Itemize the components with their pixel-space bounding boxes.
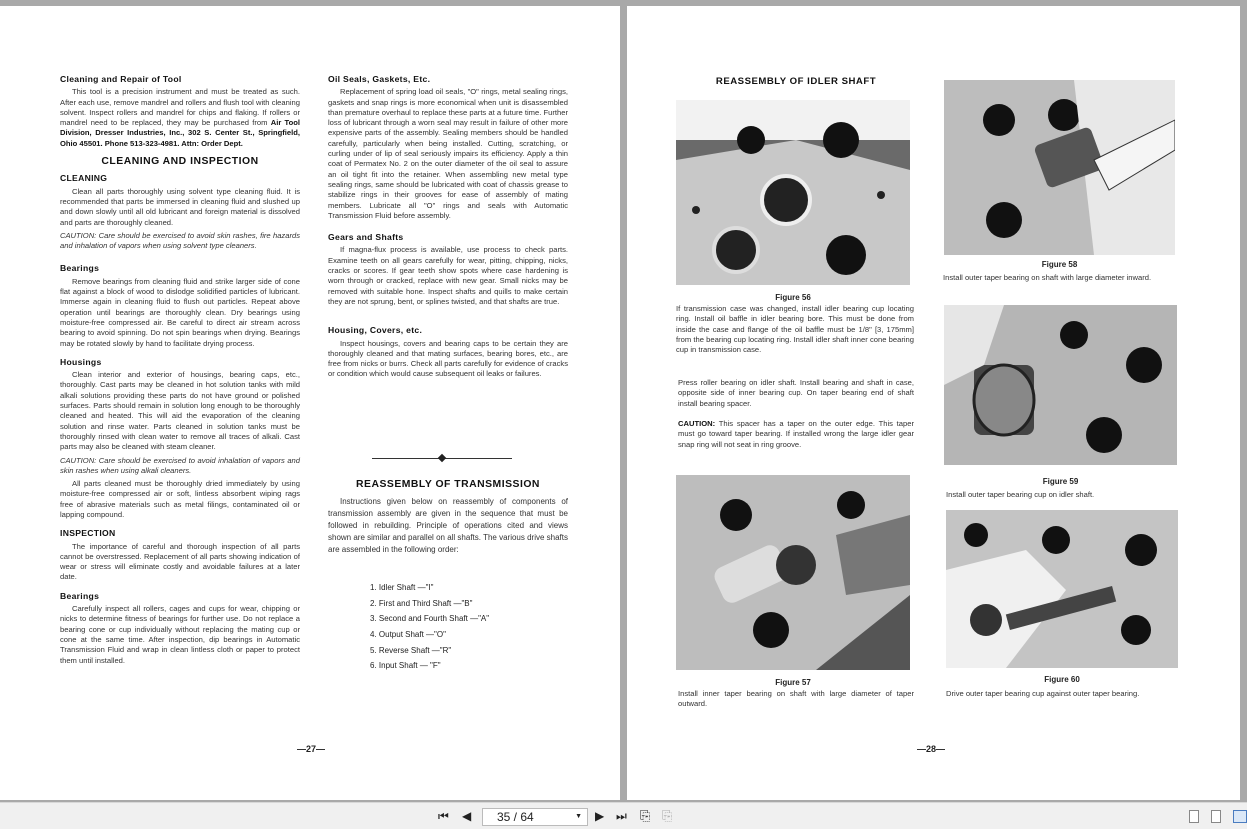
tool-text: This tool is a precision instrument and must be treated as such. After each use, remove mandrel and rollers and flush tool with cleaning solvent. Inspect rollers and mandrel for chips and flaking. If rollers or mandrel need to be replaced, they may be purchased from	[60, 87, 300, 128]
heading-housing-covers: Housing, Covers, etc.	[328, 325, 423, 336]
shaft-order-list	[370, 580, 568, 674]
reassembly-section	[328, 480, 568, 674]
heading-bearings-2: Bearings	[60, 590, 100, 601]
viewer-toolbar	[0, 802, 1247, 829]
figure-59-label: Figure 59	[1042, 477, 1079, 486]
next-page-icon[interactable]: ▶	[595, 809, 605, 823]
rotate-icon[interactable]: ⎘	[640, 808, 651, 823]
previous-page-icon[interactable]: ◀	[462, 809, 472, 823]
reassembly-text: Instructions given below on reassembly of components of transmission assembly are given in the sequence that must be followed in rebuilding. Principle of operations cited and views shown are similar and parallel on all shafts. The various drive shafts are assembled in the following order:	[328, 497, 568, 555]
press-text: Press roller bearing on idler shaft. Install bearing and shaft in case, opposite side of inner bearing cup. On taper bearing end of shaft install bearing spacer.	[678, 378, 914, 408]
tool-paragraph	[60, 87, 300, 149]
housings-caution: CAUTION: Care should be exercised to avoid inhalation of vapors and skin rashes when using alkali cleaners.	[60, 455, 300, 475]
figure-59-photo	[944, 305, 1177, 465]
list-item: 2. First and Third Shaft —"B"	[370, 598, 473, 608]
caution-text	[678, 419, 914, 450]
reassembly-title: REASSEMBLY OF TRANSMISSION	[356, 479, 540, 490]
page-number: —27—	[297, 744, 326, 754]
list-item: 5. Reverse Shaft —"R"	[370, 645, 452, 655]
bearings-text: Remove bearings from cleaning fluid and strike larger side of cone flat against a block of wood to dislodge solidified particles of lubricant. Immerse again in cleaning fluid to flush out particles. Repeat above operation until bearings are thoroughly clean. Dry bearings using moisture-free compressed air. Be careful to direct air stream across bearing to avoid spinning. Do not spin bearings when drying. Bearings may be rotated slowly by hand to facilitate drying process.	[60, 276, 300, 348]
heading-oil-seals: Oil Seals, Gaskets, Etc.	[328, 74, 431, 84]
figure-56-photo	[676, 100, 910, 285]
caution-label: CAUTION:	[678, 419, 716, 428]
housings-text: Clean interior and exterior of housings, bearing caps, etc., thoroughly. Cast parts may be cleaned in hot solution tanks with mild alkali solutions providing these parts do not have ground or polished surfaces. Parts should remain in solution long enough to be thoroughly cleaned and heated. This will aid the evaporation of the cleaning solution and rinse water. Parts cleaned in solution tanks must be thoroughly rinsed with clean water to remove all traces of alkali. Cast parts may also be cleaned with steam cleaner.	[60, 370, 300, 452]
bearings2-text: Carefully inspect all rollers, cages and cups for wear, chipping or nicks to determine fitness of bearings for further use. Do not replace a bearing cone or cup individually without replacing the mating cup or cone at the same time. After inspection, dip bearings in Automatic Transmission Fluid and wrap in clean lintless cloth or paper to protect them until installed.	[60, 604, 300, 665]
single-page-view-icon[interactable]	[1189, 810, 1199, 823]
list-item: 3. Second and Fourth Shaft —"A"	[370, 614, 490, 624]
figure-60-text: Drive outer taper bearing cup against outer taper bearing.	[946, 689, 1140, 698]
list-item: 1. Idler Shaft —"I"	[370, 583, 434, 593]
divider-diamond	[438, 454, 446, 462]
heading-gears: Gears and Shafts	[328, 232, 404, 243]
chevron-down-icon[interactable]: ▼	[575, 813, 582, 820]
cleaning-caution: CAUTION: Care should be exercised to avoid skin rashes, fire hazards and inhalation of vapors when using solvent type cleaners.	[60, 230, 300, 251]
continuous-view-icon[interactable]	[1211, 810, 1221, 823]
page-number: —28—	[917, 744, 946, 754]
gears-text: If magna-flux process is available, use process to check parts. Examine teeth on all gears carefully for wear, pitting, chipping, nicks, cracks or scores. If gear teeth show spots where case hardening is worn through or cracked, replace with new gear. Small nicks may be removed with suitable hone. Inspect shafts and quills to make certain they are not sprung, bent, or splines twisted, and that shafts are true.	[328, 245, 568, 306]
section-title-cleaning-inspection: CLEANING AND INSPECTION	[101, 156, 259, 168]
heading-tool: Cleaning and Repair of Tool	[60, 74, 182, 84]
heading-bearings: Bearings	[60, 263, 100, 274]
figure-58-label: Figure 58	[1041, 260, 1078, 269]
page-indicator: 35 / 64	[497, 810, 534, 824]
figure-56-text: If transmission case was changed, install idler bearing cup locating ring. Install oil baffle in idler bearing bore. This must be done from inside the case and flange of the oil baffle must be 1/8" [3, 175mm] from the bearing cup locating ring. Install idler shaft inner cone bearing cup in transmission case.	[676, 304, 914, 355]
figure-59-text: Install outer taper bearing cup on idler shaft.	[946, 490, 1095, 499]
figure-57-label: Figure 57	[775, 678, 811, 687]
middle-column	[328, 74, 568, 380]
left-column	[60, 74, 300, 666]
page-28	[627, 6, 1240, 800]
caution-body: This spacer has a taper on the outer edge. This taper must go toward taper bearing. If installed wrong the large idler gear snap ring will not seat in ring groove.	[678, 419, 914, 449]
figure-60-photo	[946, 510, 1178, 668]
cleaning-text: Clean all parts thoroughly using solvent type cleaning fluid. It is recommended that parts be immersed in cleaning fluid and slushed up and down slowly until all old lubricant and foreign material is dissolved and parts are thoroughly cleaned.	[60, 186, 300, 227]
two-page-view-icon[interactable]	[1233, 810, 1247, 823]
figure-57-text: Install inner taper bearing on shaft with large diameter of taper outward.	[678, 689, 914, 709]
page-selector[interactable]	[482, 808, 588, 826]
inspection-text: The importance of careful and thorough inspection of all parts cannot be overstressed. Replacement of all parts showing indication of wear or stress will eliminate costly and avoidable failures at a later date.	[60, 541, 300, 582]
housing-covers-text: Inspect housings, covers and bearing caps to be certain they are thoroughly cleaned and that mating surfaces, bearing bores, etc., are free from nicks or burrs. Check all parts carefully for evidence of cracks or condition which would cause subsequent oil leaks or failures.	[328, 338, 568, 379]
figure-58-photo	[944, 80, 1175, 255]
heading-inspection: INSPECTION	[60, 528, 116, 539]
seals-text: Replacement of spring load oil seals, "O" rings, metal sealing rings, gaskets and snap rings is more economical when unit is disassembled than premature overhaul to replace these parts at a future time. Further loss of lubricant through a worn seal may result in failure of other more expensive parts of the assembly. Sealing members should be handled carefully, particularly when being installed. Cutting, scratching, or curling under of lip of seal seriously impairs its efficiency. Apply a thin coat of Permatex No. 2 on the outer diameter of the oil seal to assure an oil tight fit into the retainer. When assembling new metal type sealing rings, same should be lubricated with coat of chassis grease to stabilize rings in their grooves for ease of assembly of mating members. Lubricate all "O" rings and seals with Automatic Transmission Fluid before assembly.	[328, 87, 568, 220]
heading-housings: Housings	[60, 356, 102, 367]
figure-58-text: Install outer taper bearing on shaft with large diameter inward.	[943, 273, 1152, 282]
figure-56-label: Figure 56	[775, 293, 811, 302]
dry-text: All parts cleaned must be thoroughly dried immediately by using moisture-free compressed air or soft, lintless absorbent wiping rags free of abrasive materials such as metal filings, contaminated oil or lapping compound.	[60, 479, 300, 519]
copy-icon[interactable]: ⎘	[662, 808, 673, 823]
list-item: 4. Output Shaft —"O"	[370, 630, 446, 640]
page-27	[0, 6, 620, 800]
heading-cleaning: CLEANING	[60, 173, 108, 184]
last-page-icon[interactable]: ⏭	[616, 809, 627, 823]
figure-60-label: Figure 60	[1044, 675, 1080, 684]
list-item: 6. Input Shaft — "F"	[370, 661, 441, 671]
idler-shaft-title: REASSEMBLY OF IDLER SHAFT	[715, 76, 877, 87]
first-page-icon[interactable]: ⏮	[438, 809, 449, 823]
figure-57-photo	[676, 475, 910, 670]
tool-address: Air Tool Division, Dresser Industries, Inc., 302 S. Center St., Springfield, Ohio 45501. Phone 513-323-4981. Attn: Order Dept.	[60, 118, 300, 148]
